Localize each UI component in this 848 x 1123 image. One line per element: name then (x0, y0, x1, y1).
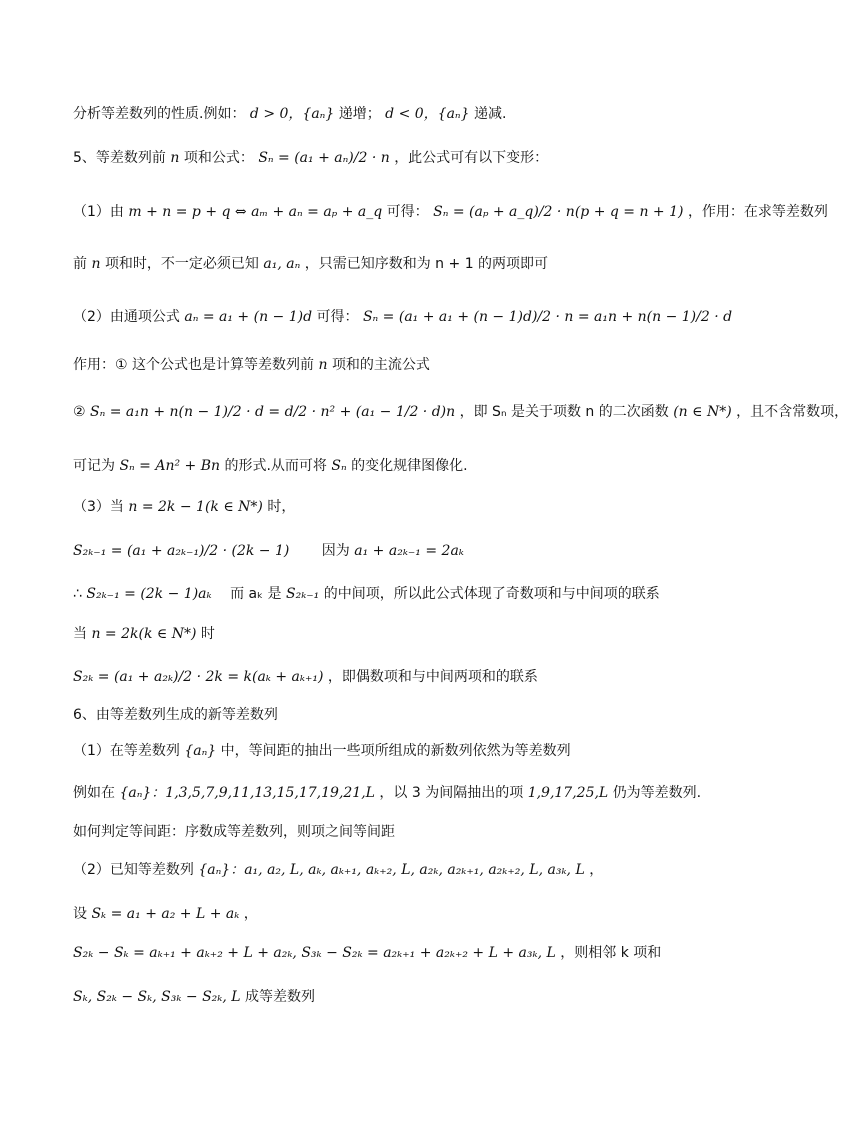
text-segment: 的中间项，所以此公式体现了奇数项和与中间项的联系 (323, 586, 660, 602)
text-segment: （3）当 (73, 499, 124, 515)
text-segment: 设 (73, 906, 87, 922)
text-line-5 (73, 307, 732, 327)
math-expression: {aₙ}：1,3,5,7,9,11,13,15,17,19,21,L (119, 785, 375, 801)
math-expression: Sₙ = a₁n + n(n − 1)/2 · d = d/2 · n² + (a₁ − 1/2 · d)n (90, 404, 456, 420)
text-segment: ，以 3 为间隔抽出的项 (379, 785, 524, 801)
text-segment: 可得： (316, 309, 359, 325)
text-segment: 可得： (386, 204, 429, 220)
text-segment: ，作用：在求等差数列 (687, 204, 828, 220)
text-segment: 项和时，不一定必须已知 (104, 256, 259, 272)
text-segment: （2）由通项公式 (73, 309, 180, 325)
math-expression: Sₙ = An² + Bn (119, 458, 221, 474)
text-segment: 成等差数列 (245, 989, 316, 1005)
text-segment: （1）由 (73, 204, 124, 220)
text-line-7 (73, 402, 848, 422)
text-segment: （1）在等差数列 (73, 743, 180, 759)
text-line-6 (73, 355, 430, 375)
math-expression: d < 0，{aₙ} (385, 106, 470, 122)
text-segment: ，只需已知序数和为 n + 1 的两项即可 (304, 256, 549, 272)
math-expression: n = 2k − 1(k ∈ N*) (128, 499, 263, 515)
text-segment: 作用：① 这个公式也是计算等差数列前 (73, 357, 314, 373)
math-expression: d > 0，{aₙ} (249, 106, 335, 122)
text-line-18 (73, 860, 603, 880)
text-line-20 (73, 943, 661, 963)
text-line-19 (73, 904, 258, 924)
text-segment: 如何判定等间距：序数成等差数列，则项之间等间距 (73, 824, 395, 840)
text-line-13 (73, 667, 538, 687)
section-heading-6 (73, 705, 278, 725)
text-segment: 5、等差数列前 (73, 150, 166, 166)
text-segment: ，且不含常数项， (736, 404, 848, 420)
math-expression: S₂ₖ = (a₁ + a₂ₖ)/2 · 2k = k(aₖ + aₖ₊₁) (73, 669, 324, 685)
text-segment: 分析等差数列的性质.例如： (73, 106, 246, 122)
text-segment: 而 aₖ 是 (216, 586, 282, 602)
text-segment: 例如在 (73, 785, 115, 801)
text-segment: 的形式.从而可将 (224, 458, 327, 474)
math-expression: n (170, 150, 180, 166)
text-segment: （2）已知等差数列 (73, 862, 194, 878)
text-line-15 (73, 741, 571, 761)
text-segment: ， (243, 906, 258, 922)
math-expression: n = 2k(k ∈ N*) (91, 626, 197, 642)
math-expression: Sₖ, S₂ₖ − Sₖ, S₃ₖ − S₂ₖ, L (73, 989, 241, 1005)
text-line-4 (73, 254, 548, 274)
text-segment: 项和的主流公式 (331, 357, 430, 373)
math-expression: aₙ = a₁ + (n − 1)d (184, 309, 313, 325)
text-line-10 (73, 541, 464, 561)
math-expression: S₂ₖ₋₁ = (2k − 1)aₖ (86, 586, 212, 602)
text-segment: ，则相邻 k 项和 (560, 945, 662, 961)
text-segment: 项和公式： (183, 150, 254, 166)
text-line-8 (73, 456, 468, 476)
math-expression: a₁, aₙ (263, 256, 301, 272)
math-expression: n (318, 357, 328, 373)
text-line-9 (73, 497, 295, 517)
text-segment: 的变化规律图像化. (351, 458, 468, 474)
text-segment: 可记为 (73, 458, 115, 474)
text-segment: 中，等间距的抽出一些项所组成的新数列依然为等差数列 (220, 743, 571, 759)
math-expression: n (91, 256, 101, 272)
math-expression: (n ∈ N*) (673, 404, 732, 420)
math-expression: Sₖ = a₁ + a₂ + L + aₖ (91, 906, 240, 922)
text-segment: ，即 Sₙ 是关于项数 n 的二次函数 (459, 404, 669, 420)
text-segment: ② (73, 404, 86, 420)
math-expression: m + n = p + q ⇔ aₘ + aₙ = aₚ + a_q (128, 204, 383, 220)
text-segment: ，此公式可有以下变形： (394, 150, 549, 166)
text-segment: ， (589, 862, 604, 878)
math-expression: S₂ₖ − Sₖ = aₖ₊₁ + aₖ₊₂ + L + a₂ₖ, S₃ₖ − S₂ₖ = a₂ₖ₊₁ + a₂ₖ₊₂ + L + a₃ₖ, L (73, 945, 556, 961)
text-line-17 (73, 822, 395, 842)
math-expression: {aₙ}：a₁, a₂, L, aₖ, aₖ₊₁, aₖ₊₂, L, a₂ₖ, a₂ₖ₊₁, a₂ₖ₊₂, L, a₃ₖ, L (198, 862, 585, 878)
math-expression: S₂ₖ₋₁ (285, 586, 320, 602)
math-expression: a₁ + a₂ₖ₋₁ = 2aₖ (354, 543, 464, 559)
math-expression: Sₙ (331, 458, 347, 474)
math-expression: 1,9,17,25,L (527, 785, 609, 801)
text-segment: ，即偶数项和与中间两项和的联系 (327, 669, 538, 685)
text-segment: 当 (73, 626, 87, 642)
text-line-12 (73, 624, 215, 644)
math-expression: {aₙ} (184, 743, 217, 759)
math-expression: Sₙ = (a₁ + aₙ)/2 · n (258, 150, 390, 166)
text-segment: ∴ (73, 586, 82, 602)
text-line-16 (73, 783, 701, 803)
text-line-2 (73, 148, 548, 168)
math-expression: S₂ₖ₋₁ = (a₁ + a₂ₖ₋₁)/2 · (2k − 1) (73, 543, 290, 559)
text-segment: 仍为等差数列. (612, 785, 702, 801)
text-segment: 递增； (338, 106, 381, 122)
text-segment: 因为 (293, 543, 350, 559)
text-segment: 时， (267, 499, 296, 515)
text-line-11 (73, 584, 660, 604)
text-segment: 6、由等差数列生成的新等差数列 (73, 707, 278, 723)
math-expression: Sₙ = (aₚ + a_q)/2 · n(p + q = n + 1) (433, 204, 684, 220)
text-segment: 前 (73, 256, 87, 272)
text-line-21 (73, 987, 315, 1007)
text-segment: 递减. (473, 106, 507, 122)
text-segment: 时 (200, 626, 215, 642)
text-line-1 (73, 104, 506, 124)
text-line-3 (73, 202, 828, 222)
math-expression: Sₙ = (a₁ + a₁ + (n − 1)d)/2 · n = a₁n + n(n − 1)/2 · d (362, 309, 733, 325)
